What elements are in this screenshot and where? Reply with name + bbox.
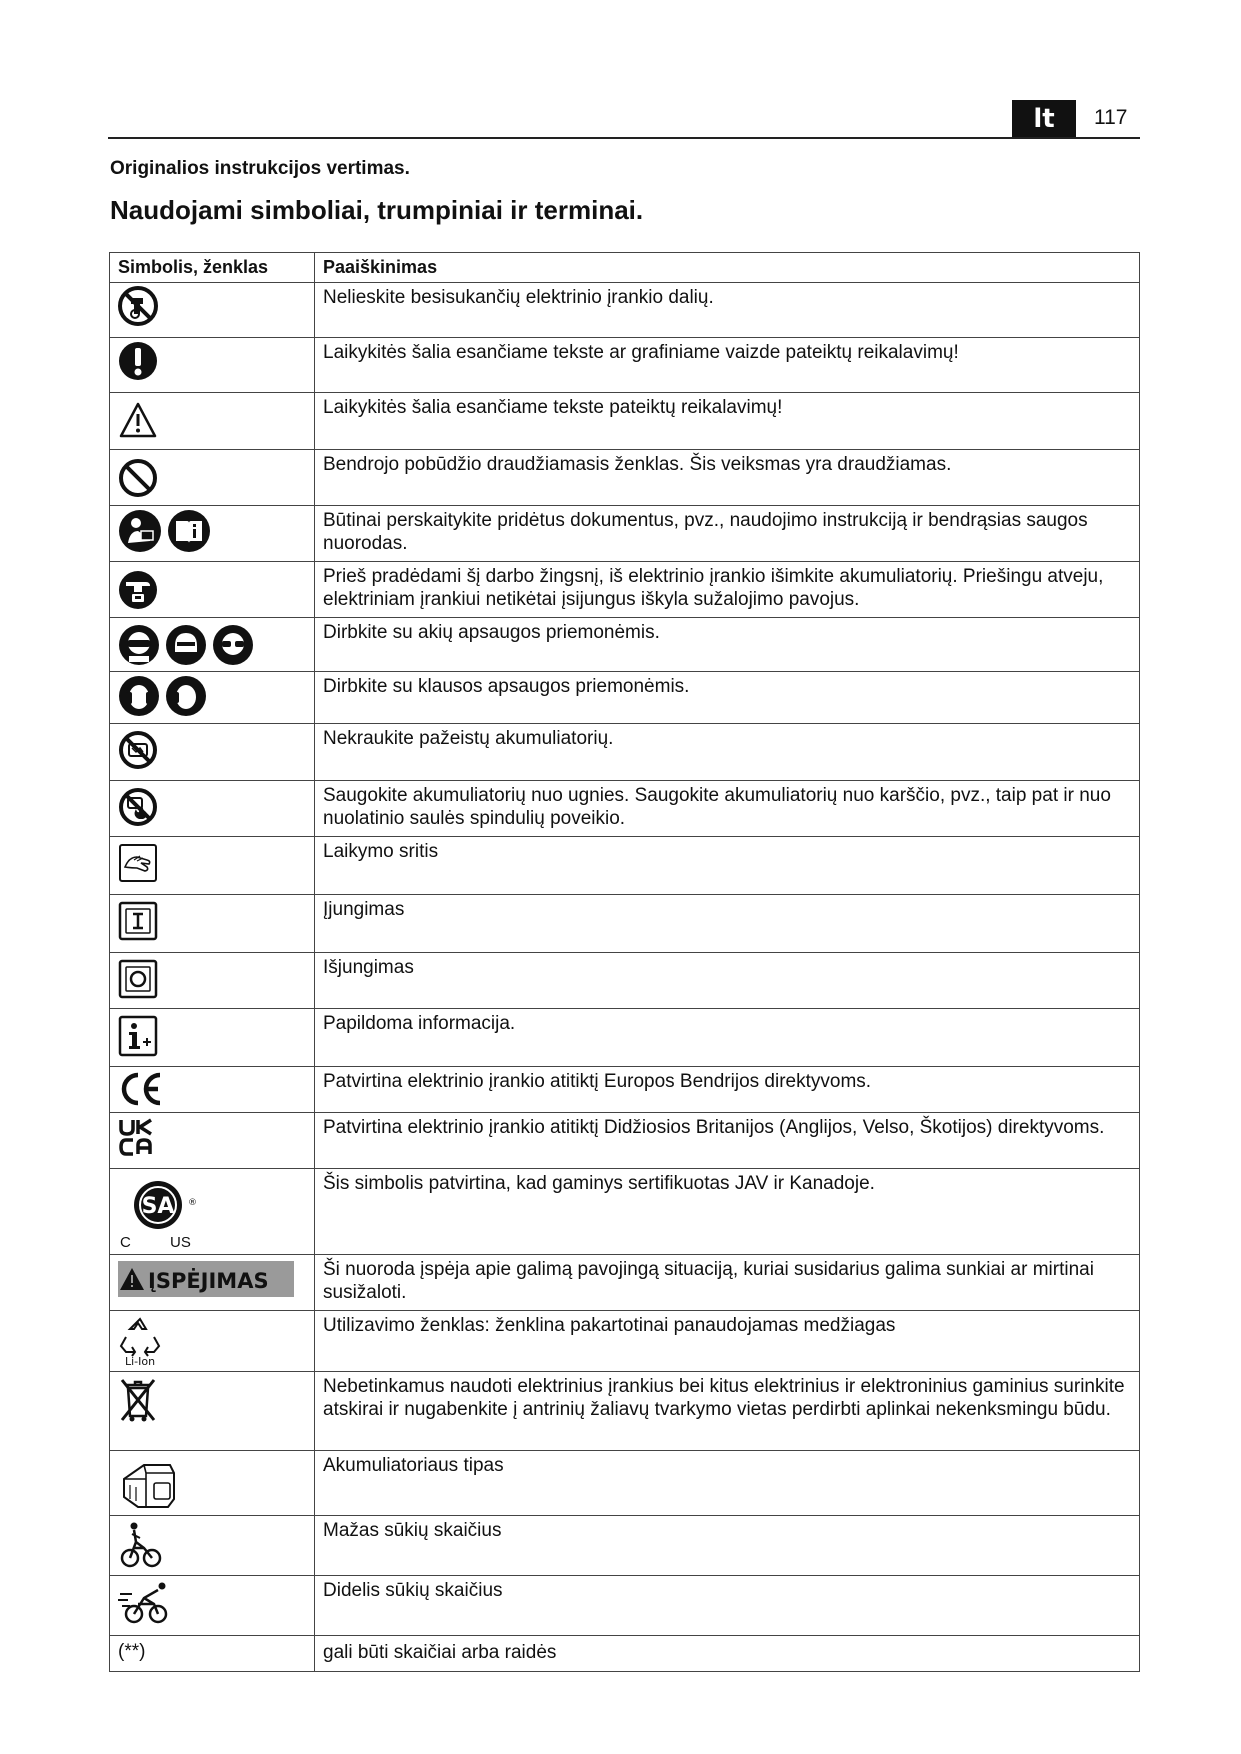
table-row (110, 837, 1140, 895)
table-row (110, 1636, 1140, 1672)
row-text: Įjungimas (323, 899, 405, 920)
row-text: Dirbkite su klausos apsaugos priemonėmis. (323, 676, 690, 697)
row-text: Dirbkite su akių apsaugos priemonėmis. (323, 622, 660, 643)
ear-plugs-icon (165, 675, 207, 717)
document-subtitle: Originalios instrukcijos vertimas. (110, 158, 410, 179)
warning-triangle-icon (118, 401, 158, 439)
row-text: Saugokite akumuliatorių nuo ugnies. Saugokite akumuliatorių nuo karščio, pvz., taip pat ir nuo nuolatinio saulės spindulių poveikio. (323, 785, 1111, 829)
read-manual-book-icon (167, 509, 211, 553)
row-text: Bendrojo pobūdžio draudžiamasis ženklas. Šis veiksmas yra draudžiamas. (323, 454, 952, 475)
grip-area-icon (118, 843, 158, 883)
high-speed-cyclist-icon (118, 1580, 174, 1626)
column-header-symbol: Simbolis, ženklas (110, 253, 315, 283)
row-text: Patvirtina elektrinio įrankio atitiktį Europos Bendrijos direktyvoms. (323, 1071, 872, 1092)
table-row (110, 1067, 1140, 1113)
mandatory-exclamation-icon (118, 341, 158, 381)
face-shield-icon (165, 624, 207, 666)
no-touch-rotating-icon (118, 286, 158, 326)
header-rule (108, 137, 1140, 139)
table-row (110, 1311, 1140, 1372)
csa-us-label: US (170, 1234, 191, 1251)
battery-type-icon (118, 1455, 180, 1511)
table-row (110, 724, 1140, 781)
remove-battery-icon (118, 570, 158, 610)
row-text: Laikykitės šalia esančiame tekste pateiktų reikalavimų! (323, 397, 783, 418)
section-title: Naudojami simboliai, trumpiniai ir terminai. (110, 195, 644, 225)
table-row (110, 1451, 1140, 1516)
switch-off-icon (118, 959, 158, 999)
safety-glasses-icon (212, 624, 254, 666)
row-text: Išjungimas (323, 957, 414, 978)
row-text: Patvirtina elektrinio įrankio atitiktį Didžiosios Britanijos (Anglijos, Velso, Škotijos) direktyvoms. (323, 1117, 1105, 1138)
row-text: gali būti skaičiai arba raidės (323, 1642, 557, 1663)
row-text: Utilizavimo ženklas: ženklina pakartotinai panaudojamas medžiagas (323, 1315, 896, 1336)
table-row (110, 672, 1140, 724)
language-tab: lt (1012, 100, 1076, 137)
table-row (110, 781, 1140, 837)
read-manual-person-icon (118, 509, 162, 553)
row-text: Šis simbolis patvirtina, kad gaminys sertifikuotas JAV ir Kanadoje. (323, 1173, 875, 1194)
table-row (110, 1169, 1140, 1255)
table-row (110, 506, 1140, 562)
table-row (110, 618, 1140, 672)
table-row (110, 283, 1140, 338)
svg-text:SA: SA (141, 1194, 175, 1219)
table-row (110, 953, 1140, 1009)
row-text: Laikymo sritis (323, 841, 439, 862)
no-fire-battery-icon (118, 787, 158, 827)
table-row (110, 1113, 1140, 1169)
additional-info-icon (118, 1015, 158, 1057)
row-text: Nebetinkamus naudoti elektrinius įrankius bei kitus elektrinius ir elektroninius gaminius surinkite atskirai ir nugabenkite į antrinių žaliavų tvarkymo vietas perdirbti aplinkai nekenksmingu būdu. (323, 1376, 1125, 1420)
row-text: Laikykitės šalia esančiame tekste ar grafiniame vaizde pateiktų reikalavimų! (323, 342, 959, 363)
ukca-mark-icon (118, 1117, 154, 1157)
symbols-table (109, 252, 1140, 1672)
li-ion-label: Li-Ion (124, 1355, 156, 1367)
table-header-row (110, 253, 1140, 283)
table-row (110, 1255, 1140, 1311)
row-text: Mažas sūkių skaičius (323, 1520, 502, 1541)
ear-muffs-icon (118, 675, 160, 717)
row-text: Būtinai perskaitykite pridėtus dokumentus, pvz., naudojimo instrukciją ir bendrąsias saugos nuorodas. (323, 510, 1088, 554)
placeholder-symbol: (**) (118, 1641, 146, 1662)
column-header-explanation: Paaiškinimas (315, 253, 1140, 283)
table-row (110, 1009, 1140, 1067)
table-row (110, 562, 1140, 618)
row-text: Didelis sūkių skaičius (323, 1580, 503, 1601)
table-row (110, 1516, 1140, 1576)
table-row (110, 338, 1140, 393)
warning-label-text: ĮSPĖJIMAS (148, 1269, 269, 1293)
page-number: 117 (1094, 106, 1128, 129)
weee-bin-icon (118, 1376, 158, 1424)
safety-goggles-icon (118, 624, 160, 666)
warning-label-icon (118, 1261, 294, 1297)
table-row (110, 393, 1140, 450)
prohibition-icon (118, 458, 158, 498)
csa-c-label: C (120, 1234, 131, 1251)
low-speed-cyclist-icon (118, 1520, 164, 1568)
row-text: Nelieskite besisukančių elektrinio įrankio dalių. (323, 287, 714, 308)
row-text: Ši nuoroda įspėja apie galimą pavojingą situaciją, kuriai susidarius galima sunkiai ar mirtinai susižaloti. (323, 1259, 1094, 1303)
row-text: Prieš pradėdami šį darbo žingsnį, iš elektrinio įrankio išimkite akumuliatorių. Priešingu atveju, elektriniam įrankiui netikėtai įsijungus iškyla sužalojimo pavojus. (323, 566, 1104, 610)
table-row (110, 1576, 1140, 1636)
ce-mark-icon (118, 1069, 164, 1109)
no-damaged-battery-icon (118, 730, 158, 770)
table-row (110, 895, 1140, 953)
switch-on-icon (118, 901, 158, 941)
svg-text:®: ® (188, 1198, 197, 1208)
row-text: Papildoma informacija. (323, 1013, 516, 1034)
csa-mark-icon (118, 1175, 202, 1251)
row-text: Nekraukite pažeistų akumuliatorių. (323, 728, 614, 749)
table-row (110, 1372, 1140, 1451)
table-row (110, 450, 1140, 506)
row-text: Akumuliatoriaus tipas (323, 1455, 504, 1476)
recycling-li-ion-icon (118, 1315, 162, 1367)
